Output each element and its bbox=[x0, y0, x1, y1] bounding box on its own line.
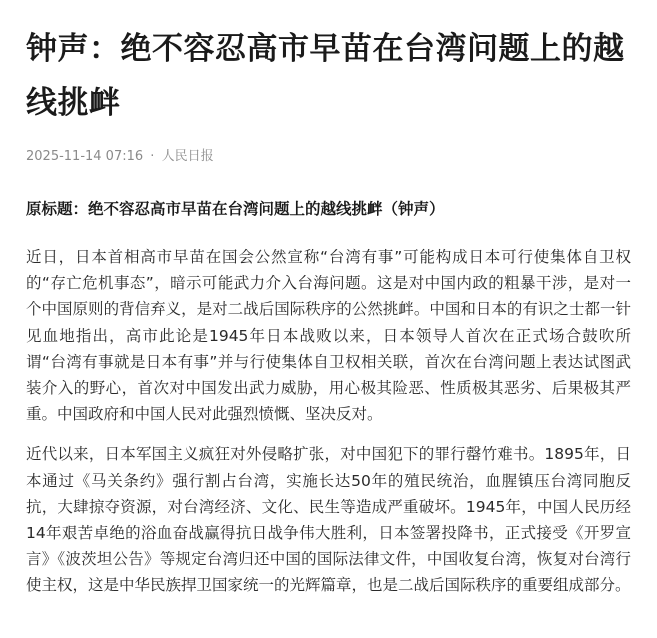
article-paragraph: 近代以来，日本军国主义疯狂对外侵略扩张，对中国犯下的罪行罄竹难书。1895年，日本通过《马关条约》强行割占台湾，实施长达50年的殖民统治，血腥镇压台湾同胞反抗，大肆掠夺资源，对台湾经济、文化、民生等造成严重破坏。1945年，中国人民历经14年艰苦卓绝的浴血奋战赢得抗日战争伟大胜利，日本签署投降书，正式接受《开罗宣言》《波茨坦公告》等规定台湾归还中国的国际法律文件，中国收复台湾，恢复对台湾行使主权，这是中华民族捍卫国家统一的光辉篇章，也是二战后国际秩序的重要组成部分。 bbox=[26, 445, 631, 595]
article-headline: 钟声：绝不容忍高市早苗在台湾问题上的越线挑衅 bbox=[26, 31, 625, 121]
meta-separator: · bbox=[150, 149, 155, 164]
article-meta bbox=[26, 148, 631, 166]
article-paragraph: 近日，日本首相高市早苗在国会公然宣称“台湾有事”可能构成日本可行使集体自卫权的“存亡危机事态”，暗示可能武力介入台海问题。这是对中国内政的粗暴干涉，是对一个中国原则的背信弃义，是对二战后国际秩序的公然挑衅。中国和日本的有识之士都一针见血地指出，高市此论是1945年日本战败以来，日本领导人首次在正式场合鼓吹所谓“台湾有事就是日本有事”并与行使集体自卫权相关联，首次在台湾问题上表达试图武装介入的野心，首次对中国发出武力威胁，用心极其险恶、性质极其恶劣、后果极其严重。中国政府和中国人民对此强烈愤慨、坚决反对。 bbox=[26, 248, 631, 424]
source-name: 人民日报 bbox=[161, 149, 214, 164]
original-title: 原标题：绝不容忍高市早苗在台湾问题上的越线挑衅（钟声） bbox=[26, 200, 445, 218]
publish-datetime: 2025-11-14 07:16 bbox=[26, 149, 144, 164]
